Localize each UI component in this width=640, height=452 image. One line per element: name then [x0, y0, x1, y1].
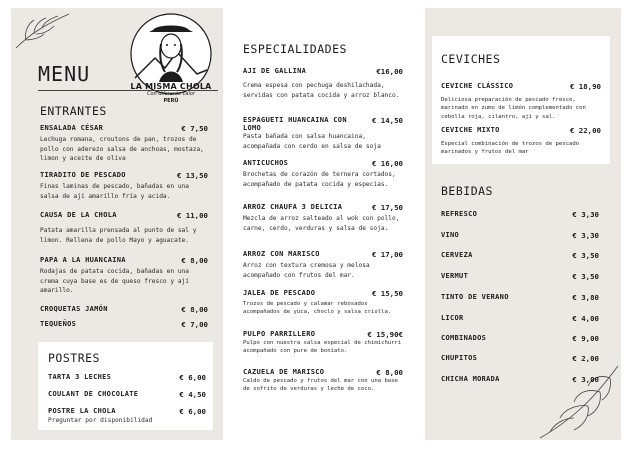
item-description: Mezcla de arroz salteado al wok con pollo, carne, cerdo, verduras y salsa de soja. — [243, 215, 400, 232]
item-price: € 6,00 — [179, 373, 206, 382]
section-title-ceviches: CEVICHES — [441, 52, 501, 66]
menu-item — [441, 231, 599, 240]
item-price: € 3,80 — [572, 293, 599, 302]
item-price: € 11,00 — [176, 211, 208, 220]
item-price: € 15,50 — [371, 289, 403, 298]
item-price: € 4,00 — [572, 314, 599, 323]
item-name: COMBINADOS — [441, 334, 487, 342]
item-description: Crema espesa con pechuga deshilachada, servidas con patata cocida y arroz blanco. — [243, 82, 400, 99]
item-name: AJI DE GALLINA — [243, 67, 307, 75]
item-price: € 8,00 — [376, 368, 403, 377]
item-name: CAZUELA DE MARISCO — [243, 368, 325, 376]
item-description: Trozos de pescado y calamar rebosados acompañados de yuca, choclo y salsa criolla. — [243, 301, 392, 316]
item-name: VINO — [441, 231, 460, 239]
item-name: CEVICHE CLÁSSICO — [441, 82, 514, 90]
item-description: Especial combinación de trozos de pescado marinados y frutos del mar — [441, 141, 580, 156]
item-name: CHICHA MORADA — [441, 375, 500, 383]
logo-subtitle — [128, 91, 214, 97]
item-name: REFRESCO — [441, 210, 478, 218]
menu-item — [441, 314, 599, 323]
item-price: € 7,50 — [181, 124, 208, 133]
item-price: € 2,00 — [572, 354, 599, 363]
item-name: TINTO DE VERANO — [441, 293, 509, 301]
menu-item — [441, 375, 599, 384]
item-price: € 3,50 — [572, 272, 599, 281]
section-title-bebidas: BEBIDAS — [441, 184, 493, 198]
menu-item — [441, 251, 599, 260]
item-name: ARROZ CON MARISCO — [243, 250, 320, 258]
menu-title-underline — [38, 90, 218, 91]
item-price: € 14,50 — [371, 116, 403, 125]
item-price: €16,00 — [376, 67, 403, 76]
item-description: Pasta bañada con salsa huancaina, acompañada con cerdo en salsa de soja — [243, 133, 381, 150]
item-name: TIRADITO DE PESCADO — [40, 171, 126, 179]
menu-item — [243, 116, 403, 151]
logo-name: LA MISMA CHOLA — [130, 82, 212, 91]
item-description: Preguntar por disponibilidad — [48, 417, 153, 424]
item-name: VERMUT — [441, 272, 469, 280]
menu-item — [441, 126, 601, 157]
menu-item — [48, 390, 206, 399]
item-price: € 15,90€ — [367, 330, 403, 339]
item-name: ESPAGUETI HUANCAINA CON LOMO — [243, 116, 347, 132]
item-price: € 7,00 — [181, 320, 208, 329]
section-title-postres: POSTRES — [48, 351, 100, 365]
item-price: € 8,00 — [181, 256, 208, 265]
item-name: JALEA DE PESCADO — [243, 289, 316, 297]
item-name: ANTICUCHOS — [243, 159, 289, 167]
menu-item — [441, 334, 599, 343]
item-price: € 6,00 — [179, 407, 206, 416]
item-name: LICOR — [441, 314, 464, 322]
item-description: Rodajas de patata cocida, bañadas en una crema cuya base es de queso fresco y ají amarillo. — [40, 268, 190, 294]
menu-item — [40, 211, 208, 245]
item-description: Brochetas de corazón de ternera cortados, acompañado de patata cocida y especias. — [243, 171, 396, 188]
menu-item — [441, 210, 599, 219]
menu-title: MENU — [38, 62, 91, 86]
item-price: € 3,30 — [572, 231, 599, 240]
item-description: Patata amarilla prensada al punto de sal y limon. Rellena de pollo Mayo y aguacate. — [40, 227, 197, 244]
item-price: € 22,00 — [569, 126, 601, 135]
item-price: € 3,00 — [572, 375, 599, 384]
item-price: € 4,50 — [179, 390, 206, 399]
menu-item — [40, 171, 208, 201]
menu-item — [48, 373, 206, 382]
item-name: POSTRE LA CHOLA — [48, 407, 116, 415]
item-name: PULPO PARRILLERO — [243, 330, 316, 338]
menu-item — [40, 305, 208, 314]
menu-item — [40, 124, 208, 164]
section-title-entrantes: ENTRANTES — [40, 104, 107, 118]
item-description: Caldo de pescado y frutos del mar con una base de sofrito de verduras y leche de coco. — [243, 378, 398, 393]
item-name: ENSALADA CÉSAR — [40, 124, 104, 132]
item-name: CHUPITOS — [441, 354, 478, 362]
item-name: CROQUETAS JAMÓN — [40, 305, 108, 313]
menu-item — [243, 203, 403, 233]
menu-item — [441, 272, 599, 281]
item-price: € 18,90 — [569, 82, 601, 91]
menu-item — [441, 82, 601, 121]
item-name: TARTA 3 LECHES — [48, 373, 112, 381]
item-name: COULANT DE CHOCOLATE — [48, 390, 139, 398]
item-description: Deliciosa preparación de pescado fresco, marinado en zumo de limón complementado con cebolla roja, cilantro, ají y sal. — [441, 97, 586, 120]
menu-item — [40, 320, 208, 329]
menu-item — [441, 354, 599, 363]
item-name: CEVICHE MIXTO — [441, 126, 500, 134]
menu-item — [243, 159, 403, 189]
item-description: Finas laminas de pescado, bañadas en una salsa de ají amarillo fría y acida. — [40, 183, 190, 200]
item-name: TEQUEÑOS — [40, 320, 77, 328]
menu-item — [243, 67, 403, 100]
menu-item — [40, 256, 208, 296]
item-description: Lechuga romana, croutons de pan, trozos de pollo con aderezo salsa de anchoas, mostaza, limon y aceite de oliva — [40, 136, 204, 162]
item-price: € 8,00 — [181, 305, 208, 314]
menu-item — [48, 407, 206, 426]
item-name: ARROZ CHAUFA 3 DELICIA — [243, 203, 343, 211]
item-price: € 13,50 — [176, 171, 208, 180]
section-title-especialidades: ESPECIALIDADES — [243, 42, 347, 56]
item-price: € 17,00 — [371, 250, 403, 259]
item-price: € 17,50 — [371, 203, 403, 212]
logo-tagline: Con diferente calor — [147, 91, 195, 97]
item-name: PAPA A LA HUANCAINA — [40, 256, 126, 264]
menu-item — [243, 330, 403, 356]
item-price: € 9,00 — [572, 334, 599, 343]
logo-country: PERÚ — [163, 98, 179, 104]
menu-item — [243, 368, 403, 394]
item-price: € 3,50 — [572, 251, 599, 260]
menu-item — [441, 293, 599, 302]
item-name: CAUSA DE LA CHOLA — [40, 211, 117, 219]
item-price: € 3,30 — [572, 210, 599, 219]
item-description: Pulpo con nuestra salsa especial de chimichurri acompañado con pure de boniato. — [243, 340, 402, 355]
item-description: Arroz con textura cremosa y melosa acompañado con frutos del mar. — [243, 262, 370, 279]
item-price: € 16,00 — [371, 159, 403, 168]
item-name: CERVEZA — [441, 251, 473, 259]
menu-item — [243, 250, 403, 280]
menu-item — [243, 289, 403, 317]
